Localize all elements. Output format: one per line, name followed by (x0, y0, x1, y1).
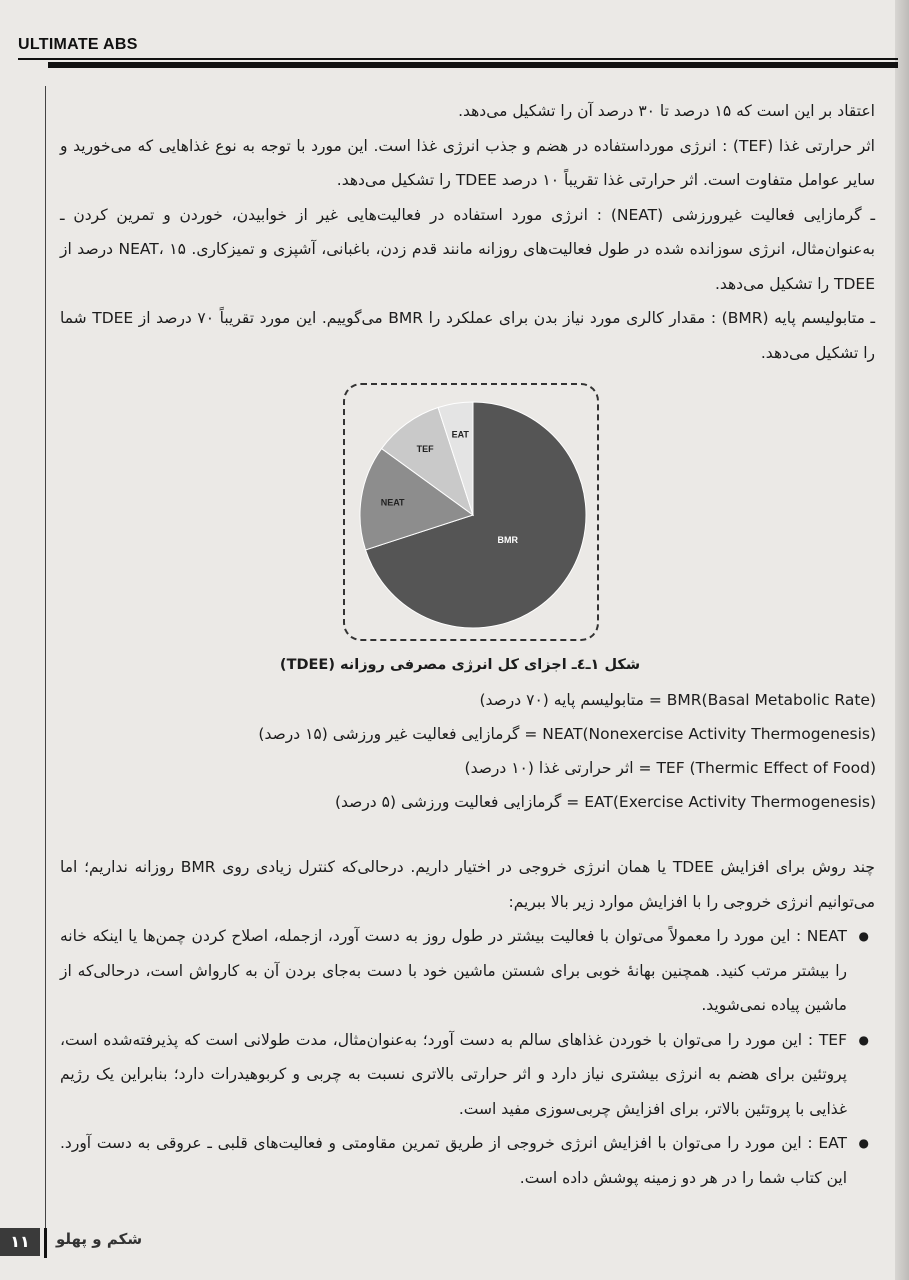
pie-chart (345, 385, 597, 639)
book-title: ULTIMATE ABS (18, 36, 138, 53)
paragraph-neat: ـ گرمازایی فعالیت غیرورزشی (NEAT) : انرژی مورد استفاده در فعالیت‌هایی غیر از خوابیدن، خوردن و تمرین کردن ـ به‌عنوان‌مثال، انرژی سوزانده شده در طول فعالیت‌های روزانه مانند قدم زدن، باغبانی، آشپزی و تمیزکاری. NEAT، ۱۵ درصد از TDEE را تشکیل می‌دهد. (60, 205, 875, 293)
intro-text (60, 94, 875, 370)
bullet-list (60, 919, 875, 1195)
running-header (18, 30, 906, 70)
abbreviation-legend (200, 683, 876, 819)
list-item-text: NEAT : این مورد را معمولاً می‌توان با فعالیت بیشتر در طول روز به دست آورد، ازجمله، اصلاح کردن چمن‌ها یا اینکه خانه را بیشتر مرتب کنید. همچنین بهانهٔ خوبی برای شستن ماشین خود با دست به‌جای بردن آن به کارواش است، درحالی‌که از ماشین پیاده نمی‌شوید. (60, 927, 847, 1014)
paragraph: اعتقاد بر این است که ۱۵ درصد تا ۳۰ درصد آن را تشکیل می‌دهد. (458, 102, 875, 120)
list-item-text: EAT : این مورد را می‌توان با افزایش انرژی خروجی از طریق تمرین مقاومتی و فعالیت‌های قلبی ـ عروقی به دست آورد. این کتاب شما را در هر دو زمینه پوشش داده است. (60, 1134, 847, 1187)
paragraph: چند روش برای افزایش TDEE یا همان انرژی خروجی در اختیار داریم. درحالی‌که کنترل زیادی روی BMR روزانه نداریم؛ اما می‌توانیم انرژی خروجی را با افزایش موارد زیر بالا ببریم: (60, 858, 875, 911)
paragraph-bmr: ـ متابولیسم پایه (BMR) : مقدار کالری مورد نیاز بدن برای عملکرد را BMR می‌گوییم. این مورد تقریباً ۷۰ درصد از TDEE شما را تشکیل می‌دهد. (60, 309, 875, 362)
pie-label-bmr: BMR (497, 535, 518, 546)
page-number: ۱۱ (0, 1228, 40, 1256)
header-rule (18, 58, 898, 60)
legend-tef: TEF (Thermic Effect of Food) = اثر حرارتی غذا (۱۰ درصد) (464, 759, 876, 777)
legend-bmr: BMR(Basal Metabolic Rate) = متابولیسم پایه (۷۰ درصد) (479, 691, 876, 709)
pie-chart-figure (343, 383, 599, 641)
pie-label-tef: TEF (416, 444, 434, 455)
list-item (60, 1126, 875, 1195)
pie-label-eat: EAT (451, 429, 469, 440)
section-title: شکم و پهلو (56, 1230, 143, 1248)
figure-caption: شکل ۱ـ٤ـ اجزای کل انرژی مصرفی روزانه (TDEE) (279, 657, 641, 673)
pie-label-neat: NEAT (380, 497, 405, 508)
page-footer (0, 1228, 220, 1258)
legend-neat: NEAT(Nonexercise Activity Thermogenesis) = گرمازایی فعالیت غیر ورزشی (۱۵ درصد) (258, 725, 876, 743)
bullet-icon: ● (858, 929, 869, 943)
list-item (60, 1023, 875, 1127)
list-item-text: TEF : این مورد را می‌توان با خوردن غذاهای سالم به دست آورد؛ به‌عنوان‌مثال، مدت طولانی است که پذیرفته‌شده است، پروتئین برای هضم به انرژی بیشتری نیاز دارد و اثر حرارتی بالاتری نسبت به چربی و کربوهیدرات دارد؛ بنابراین یک رژیم غذایی با پروتئین بالاتر، برای افزایش چربی‌سوزی مفید است. (60, 1030, 847, 1118)
paragraph-tef: اثر حرارتی غذا (TEF) : انرژی مورداستفاده در هضم و جذب انرژی غذا است. این مورد با توجه به نوع غذاهایی که می‌خورید و سایر عوامل متفاوت است. اثر حرارتی غذا تقریباً ۱۰ درصد TDEE را تشکیل می‌دهد. (60, 136, 875, 189)
body-text (60, 850, 875, 1195)
header-rule-thick (48, 62, 898, 68)
bullet-icon: ● (858, 1136, 869, 1150)
footer-divider (44, 1228, 47, 1258)
list-item (60, 919, 875, 1023)
bullet-icon: ● (858, 1032, 869, 1047)
legend-eat: EAT(Exercise Activity Thermogenesis) = گرمازایی فعالیت ورزشی (۵ درصد) (334, 793, 876, 811)
page-edge (895, 0, 909, 1280)
